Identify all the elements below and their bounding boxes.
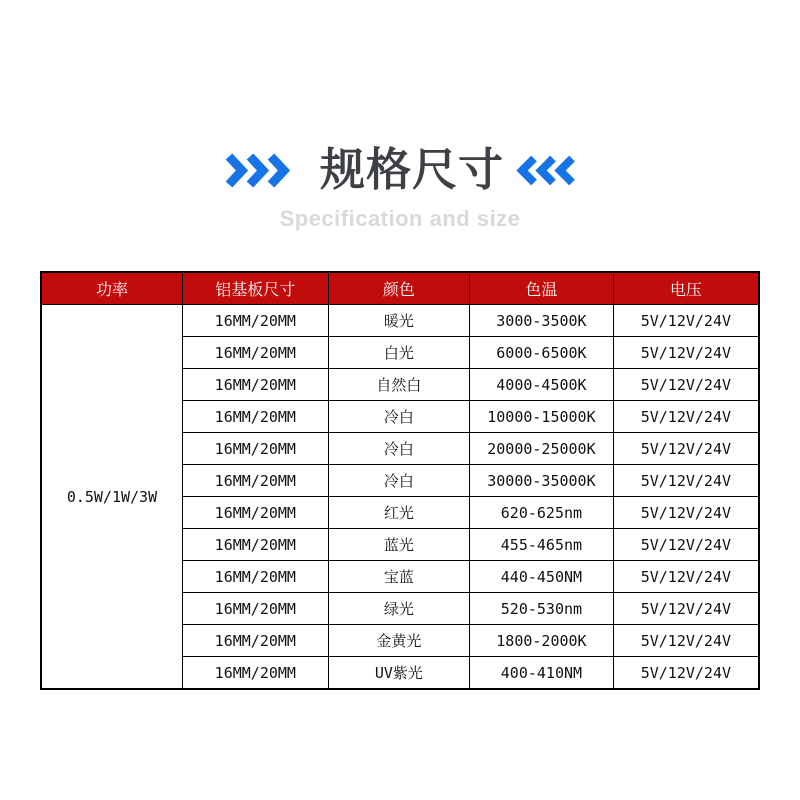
cell-voltage: 5V/12V/24V	[613, 401, 759, 433]
chevrons-left-icon	[518, 157, 574, 184]
column-header-power: 功率	[41, 272, 182, 305]
cell-color-temp: 3000-3500K	[470, 305, 614, 337]
cell-color-temp: 455-465nm	[470, 529, 614, 561]
spec-table	[40, 271, 760, 690]
cell-board-size: 16MM/20MM	[182, 529, 328, 561]
cell-board-size: 16MM/20MM	[182, 337, 328, 369]
cell-voltage: 5V/12V/24V	[613, 497, 759, 529]
table-header-row	[41, 272, 759, 305]
cell-board-size: 16MM/20MM	[182, 465, 328, 497]
spec-table-container	[40, 271, 760, 690]
cell-light-color: 白光	[328, 337, 469, 369]
cell-voltage: 5V/12V/24V	[613, 561, 759, 593]
cell-light-color: 暖光	[328, 305, 469, 337]
cell-board-size: 16MM/20MM	[182, 625, 328, 657]
cell-board-size: 16MM/20MM	[182, 369, 328, 401]
cell-color-temp: 30000-35000K	[470, 465, 614, 497]
cell-light-color: 蓝光	[328, 529, 469, 561]
cell-light-color: 自然白	[328, 369, 469, 401]
cell-light-color: 绿光	[328, 593, 469, 625]
column-header-color: 颜色	[328, 272, 469, 305]
cell-color-temp: 4000-4500K	[470, 369, 614, 401]
cell-board-size: 16MM/20MM	[182, 305, 328, 337]
cell-color-temp: 20000-25000K	[470, 433, 614, 465]
cell-color-temp: 6000-6500K	[470, 337, 614, 369]
cell-light-color: UV紫光	[328, 657, 469, 690]
page-title: 规格尺寸	[319, 144, 504, 195]
cell-voltage: 5V/12V/24V	[613, 337, 759, 369]
cell-light-color: 冷白	[328, 401, 469, 433]
cell-voltage: 5V/12V/24V	[613, 305, 759, 337]
page-subtitle: Specification and size	[279, 206, 521, 231]
column-header-voltage: 电压	[613, 272, 759, 305]
cell-light-color: 冷白	[328, 465, 469, 497]
cell-light-color: 红光	[328, 497, 469, 529]
cell-voltage: 5V/12V/24V	[613, 465, 759, 497]
cell-light-color: 金黄光	[328, 625, 469, 657]
cell-color-temp: 620-625nm	[470, 497, 614, 529]
cell-light-color: 宝蓝	[328, 561, 469, 593]
cell-board-size: 16MM/20MM	[182, 593, 328, 625]
cell-board-size: 16MM/20MM	[182, 401, 328, 433]
cell-voltage: 5V/12V/24V	[613, 657, 759, 690]
cell-color-temp: 10000-15000K	[470, 401, 614, 433]
cell-voltage: 5V/12V/24V	[613, 529, 759, 561]
cell-color-temp: 400-410NM	[470, 657, 614, 690]
section-title-row	[0, 0, 800, 199]
cell-voltage: 5V/12V/24V	[613, 369, 759, 401]
chevrons-right-icon	[226, 155, 288, 186]
column-header-board-size: 铝基板尺寸	[182, 272, 328, 305]
cell-color-temp: 1800-2000K	[470, 625, 614, 657]
cell-color-temp: 440-450NM	[470, 561, 614, 593]
cell-power: 0.5W/1W/3W	[41, 305, 182, 690]
cell-voltage: 5V/12V/24V	[613, 593, 759, 625]
cell-voltage: 5V/12V/24V	[613, 433, 759, 465]
column-header-color-temp: 色温	[470, 272, 614, 305]
cell-color-temp: 520-530nm	[470, 593, 614, 625]
cell-voltage: 5V/12V/24V	[613, 625, 759, 657]
table-row	[41, 305, 759, 337]
cell-board-size: 16MM/20MM	[182, 561, 328, 593]
cell-board-size: 16MM/20MM	[182, 433, 328, 465]
cell-light-color: 冷白	[328, 433, 469, 465]
cell-board-size: 16MM/20MM	[182, 657, 328, 690]
cell-board-size: 16MM/20MM	[182, 497, 328, 529]
